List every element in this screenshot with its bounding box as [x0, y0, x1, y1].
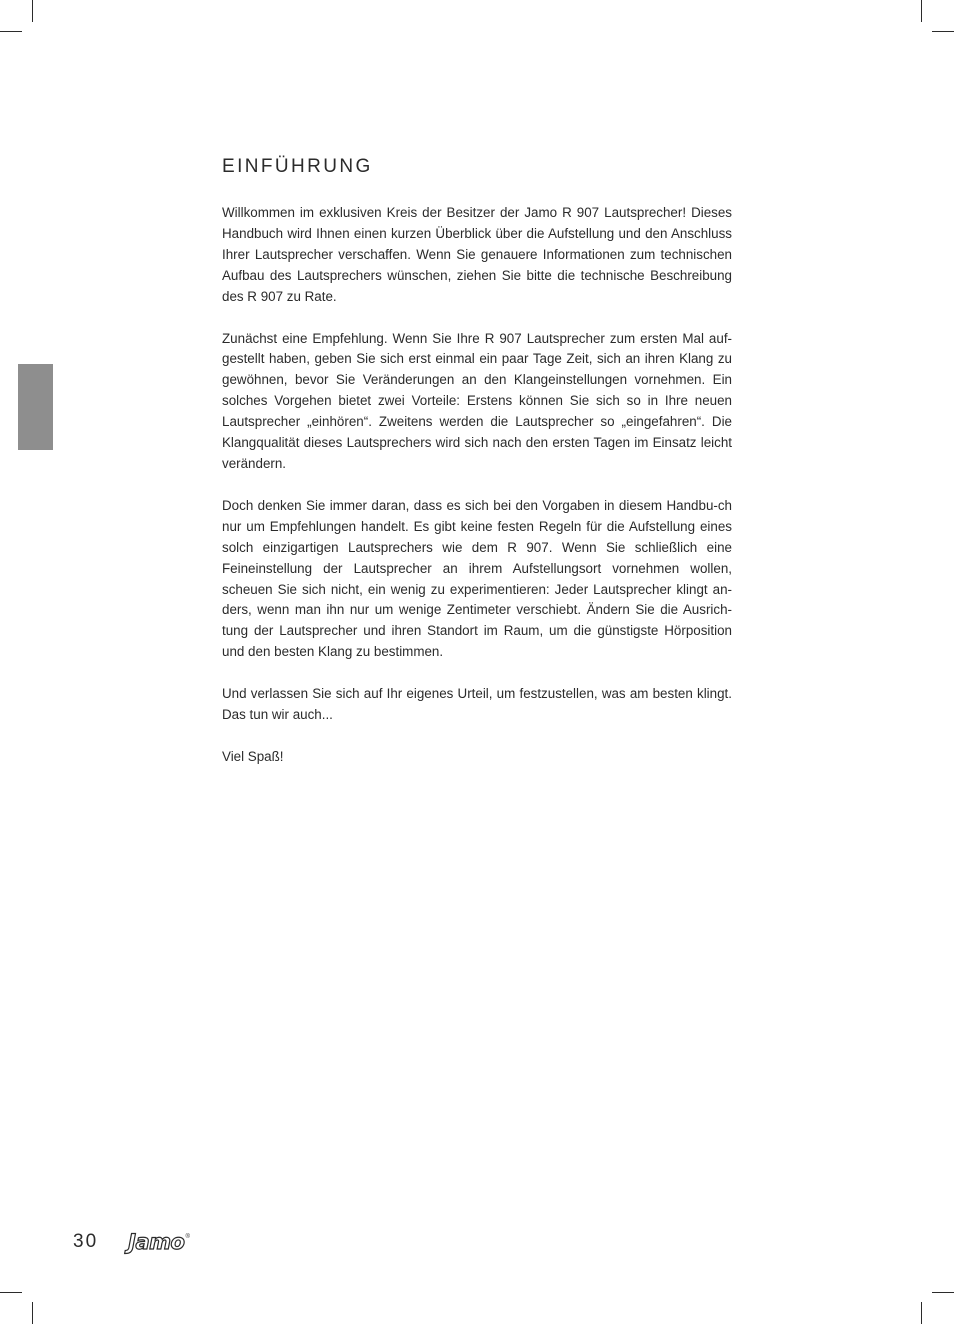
registered-mark: ®	[185, 1234, 190, 1240]
crop-mark-top-left-horizontal	[0, 31, 22, 32]
page-number: 30	[73, 1231, 99, 1252]
crop-mark-bottom-left-horizontal	[0, 1292, 22, 1293]
page-title: EINFÜHRUNG	[222, 156, 373, 177]
crop-mark-top-left-vertical	[32, 0, 33, 22]
crop-mark-top-right-vertical	[921, 0, 922, 22]
jamo-logo	[128, 1231, 190, 1253]
section-thumb-tab	[18, 364, 53, 450]
paragraph: Und verlassen Sie sich auf Ihr eigenes Urteil, um festzustellen, was am besten klingt. Das tun wir auch...	[222, 686, 732, 723]
crop-mark-top-right-horizontal	[932, 31, 954, 32]
paragraph: Zunächst eine Empfehlung. Wenn Sie Ihre R 907 Lautsprecher zum ersten Mal auf-gestellt haben, geben Sie sich erst einmal ein paar Tage Zeit, sich an ihren Klang zu gewöhnen, bevor Sie Veränderungen an den Klangeinstellungen vornehmen. Ein solches Vorgehen bietet zwei Vorteile: Erstens können Sie sich so in Ihre neuen Lautsprecher „einhören“. Zweitens werden die Lautsprecher so „eingefahren“. Die Klangqualität dieses Lautsprechers wird sich nach den ersten Tagen im Einsatz leicht verändern.	[222, 330, 732, 471]
crop-mark-bottom-right-horizontal	[932, 1292, 954, 1293]
page-footer	[73, 1230, 190, 1254]
main-content	[222, 154, 732, 789]
logo-wordmark: Jamo	[128, 1230, 185, 1254]
paragraph: Willkommen im exklusiven Kreis der Besitzer der Jamo R 907 Lautsprecher! Dieses Handbuch wird Ihnen einen kurzen Überblick über die Aufstellung und den Anschluss Ihrer Lautsprecher verschaffen. Wenn Sie genauere Informationen zum technischen Aufbau des Lautsprechers wünschen, ziehen Sie bitte die technische Beschreibung des R 907 zu Rate.	[222, 205, 732, 304]
crop-mark-bottom-right-vertical	[921, 1302, 922, 1324]
paragraph: Doch denken Sie immer daran, dass es sich bei den Vorgaben in diesem Handbu-ch nur um Empfehlungen handelt. Es gibt keine festen Regeln für die Aufstellung eines solch einzigartigen Lautsprechers wie dem R 907. Wenn Sie schließlich eine Feineinstellung der Lautsprecher an ihrem Aufstellungsort vornehmen wollen, scheuen Sie sich nicht, ein wenig zu experimentieren: Jeder Lautsprecher klingt an-ders, wenn man ihn nur um wenige Zentimeter verschiebt. Ändern Sie die Ausrich-tung der Lautsprecher und ihren Standort im Raum, um die günstigste Hörposition und den besten Klang zu bestimmen.	[222, 497, 732, 660]
crop-mark-bottom-left-vertical	[32, 1302, 33, 1324]
paragraph: Viel Spaß!	[222, 748, 284, 764]
